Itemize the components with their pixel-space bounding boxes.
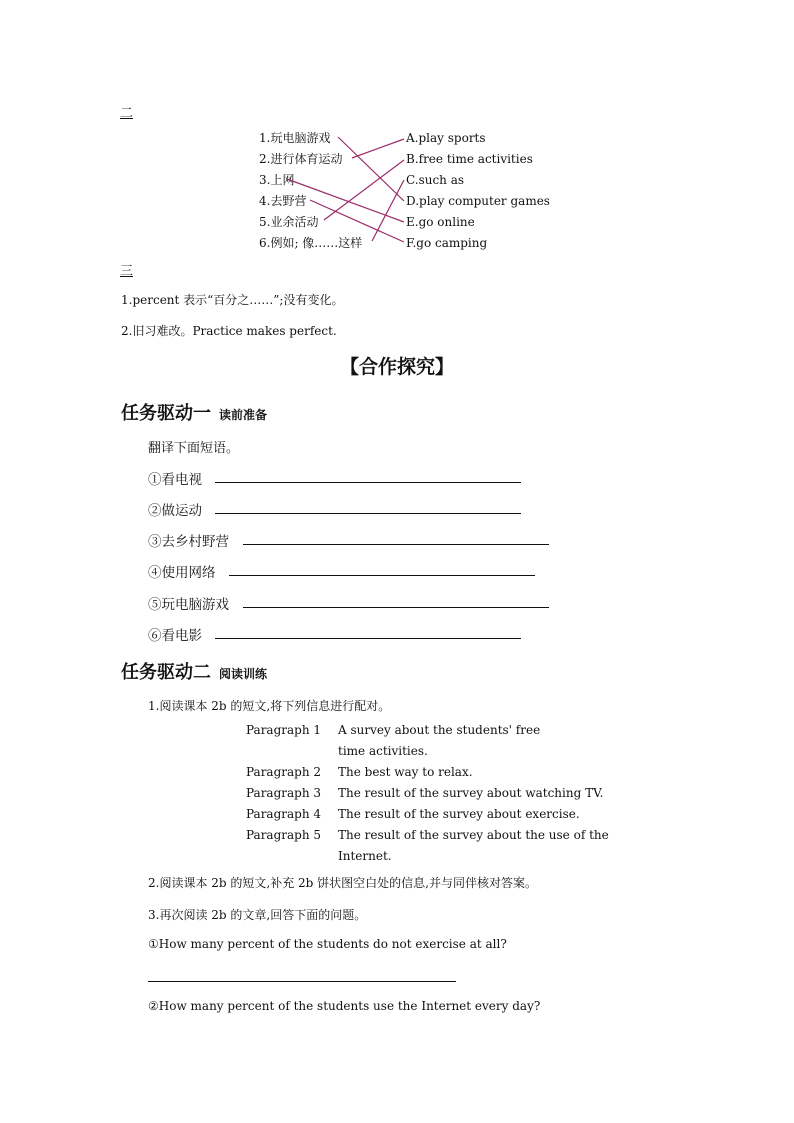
question-text: 1.阅读课本 2b 的短文,将下列信息进行配对。	[148, 699, 391, 713]
paragraph-label: Paragraph 2	[246, 765, 322, 779]
match-right-item: E.go online	[406, 215, 475, 229]
paragraph-description: The result of the survey about exercise.	[338, 807, 580, 821]
answer-blank[interactable]	[148, 981, 456, 982]
phrase-item: ④使用网络	[148, 565, 216, 581]
paragraph-description: A survey about the students' free	[338, 723, 541, 737]
question-text: 2.阅读课本 2b 的短文,补充 2b 饼状图空白处的信息,并与同伴核对答案。	[148, 876, 537, 890]
match-right-item: D.play computer games	[406, 194, 550, 208]
page-title: 【合作探究】	[339, 356, 454, 378]
match-right-item: C.such as	[406, 173, 465, 187]
paragraph-label: Paragraph 4	[246, 807, 322, 821]
answer-blank[interactable]	[243, 607, 549, 608]
reading-question: ①How many percent of the students do not exercise at all?	[148, 937, 507, 951]
match-connector-lines	[0, 0, 794, 300]
connector-line	[372, 180, 404, 241]
match-left-item: 1.玩电脑游戏	[259, 131, 331, 145]
phrase-item: ①看电视	[148, 472, 202, 488]
connector-line	[338, 137, 404, 201]
connector-line	[352, 139, 404, 158]
reading-question: ②How many percent of the students use the Internet every day?	[148, 999, 541, 1013]
paragraph-label: Paragraph 3	[246, 786, 322, 800]
phrase-item: ③去乡村野营	[148, 534, 229, 550]
phrase-item: ⑤玩电脑游戏	[148, 597, 229, 613]
match-left-item: 4.去野营	[259, 194, 307, 208]
phrase-item: ②做运动	[148, 503, 202, 519]
paragraph-label: Paragraph 5	[246, 828, 322, 842]
question-text: 3.再次阅读 2b 的文章,回答下面的问题。	[148, 908, 367, 922]
task-instruction: 翻译下面短语。	[148, 441, 240, 456]
paragraph-description: The best way to relax.	[338, 765, 473, 779]
paragraph-description: The result of the survey about watching TV.	[338, 786, 604, 800]
match-left-item: 5.业余活动	[259, 215, 319, 229]
answer-blank[interactable]	[215, 638, 521, 639]
task-title: 任务驱动二	[121, 662, 211, 683]
match-right-item: A.play sports	[406, 131, 486, 145]
task-title: 任务驱动一	[121, 403, 211, 424]
answer-blank[interactable]	[215, 482, 521, 483]
task-heading-2	[121, 658, 267, 684]
match-left-item: 3.上网	[259, 173, 295, 187]
task-subtitle: 阅读训练	[219, 667, 268, 681]
section-marker-2: 二	[120, 106, 134, 121]
match-left-item: 2.进行体育运动	[259, 152, 343, 166]
task-subtitle: 读前准备	[219, 408, 268, 422]
paragraph-description: The result of the survey about the use of the	[338, 828, 609, 842]
answer-blank[interactable]	[243, 544, 549, 545]
paragraph-label: Paragraph 1	[246, 723, 322, 737]
match-right-item: F.go camping	[406, 236, 488, 250]
answer-blank[interactable]	[215, 513, 521, 514]
paragraph-description: time activities.	[338, 744, 428, 758]
task-heading-1	[121, 399, 267, 425]
note-line: 1.percent 表示“百分之……”;没有变化。	[121, 293, 344, 307]
paragraph-description: Internet.	[338, 849, 392, 863]
note-line: 2.旧习难改。Practice makes perfect.	[121, 324, 337, 338]
answer-blank[interactable]	[229, 575, 535, 576]
phrase-item: ⑥看电影	[148, 628, 202, 644]
match-left-item: 6.例如; 像……这样	[259, 236, 363, 250]
section-marker-3: 三	[120, 264, 134, 279]
match-right-item: B.free time activities	[406, 152, 533, 166]
